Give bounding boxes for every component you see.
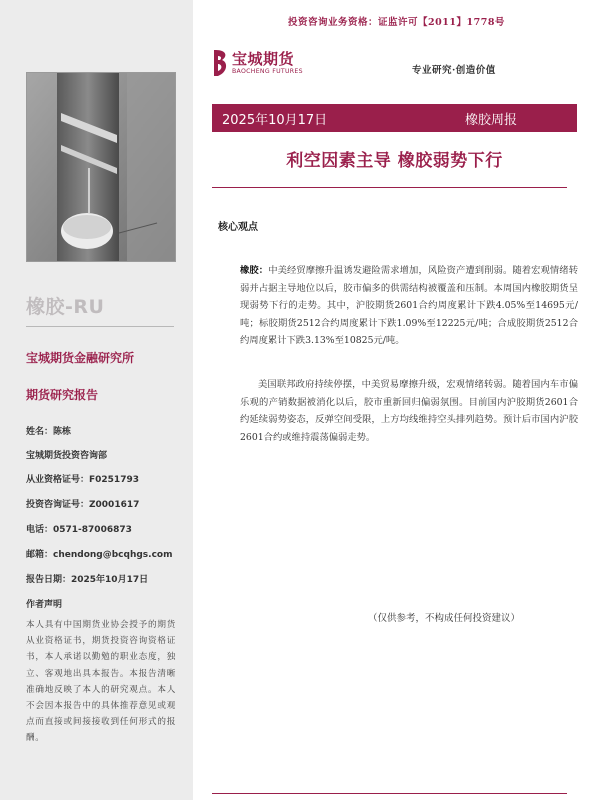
slogan: 专业研究·创造价值 xyxy=(412,65,496,76)
author-name: 姓名：陈栋 xyxy=(26,427,72,437)
company-logo xyxy=(212,48,322,82)
report-headline: 利空因素主导 橡胶弱势下行 xyxy=(286,151,503,171)
institute-name: 宝城期货金融研究所 xyxy=(26,351,135,365)
report-category: 期货研究报告 xyxy=(26,388,99,402)
consulting-license: 投资咨询证号：Z0001617 xyxy=(26,500,140,510)
section-title: 核心观点 xyxy=(218,222,258,233)
rubber-summary-paragraph xyxy=(240,262,578,350)
product-code: 橡胶-RU xyxy=(26,296,105,318)
report-date: 报告日期：2025年10月17日 xyxy=(26,575,149,585)
disclaimer-note: （仅供参考，不构成任何投资建议） xyxy=(368,613,521,624)
phone-number: 电话：0571-87006873 xyxy=(26,525,132,535)
paragraph-text: 中美经贸摩擦升温诱发避险需求增加，风险资产遭到削弱。随着宏观情绪转弱并占据主导地位以后，胶市偏多的供需结构被覆盖和压制。本周国内橡胶期货呈现弱势下行的走势。其中，沪胶期货2601合约周度累计下跌4.05%至14695元/吨；标胶期货2512合约周度累计下跌1.09%至12225元/吨；合成胶期货2512合约周度累计下跌3.13%至10825元/吨。 xyxy=(240,265,578,346)
disclaimer-title: 作者声明 xyxy=(26,600,63,610)
footer-divider xyxy=(212,793,567,794)
logo-chinese-name: 宝城期货 xyxy=(232,50,295,68)
sidebar xyxy=(0,0,193,800)
qualification-line: 投资咨询业务资格：证监许可【2011】1778号 xyxy=(288,17,505,28)
banner-date: 2025年10月17日 xyxy=(222,113,328,128)
report-banner xyxy=(212,104,577,132)
rubber-tree-photo xyxy=(26,72,176,262)
baocheng-logo-icon xyxy=(212,48,230,78)
paragraph-label: 橡胶： xyxy=(240,265,269,276)
logo-english-name: BAOCHENG FUTURES xyxy=(232,68,303,75)
author-department: 宝城期货投资咨询部 xyxy=(26,451,108,461)
practice-license: 从业资格证号：F0251793 xyxy=(26,475,139,485)
headline-divider xyxy=(212,187,567,188)
sidebar-divider xyxy=(26,326,174,327)
disclaimer-body: 本人具有中国期货业协会授予的期货从业资格证书，期货投资咨询资格证书，本人承诺以勤勉的职业态度，独立、客观地出具本报告。本报告清晰准确地反映了本人的研究观点。本人不会因本报告中的具体推荐意见或观点而直接或间接接收到任何形式的报酬。 xyxy=(26,620,176,744)
rubber-tapping-image xyxy=(27,73,175,261)
outlook-paragraph: 美国联邦政府持续停摆，中美贸易摩擦升级，宏观情绪转弱。随着国内车市偏乐观的产销数据被消化以后，胶市重新回归偏弱氛围。目前国内沪胶期货2601合约延续弱势姿态，反弹空间受限，上方均线维持空头排列趋势。预计后市国内沪胶2601合约或维持震荡偏弱走势。 xyxy=(240,379,578,443)
email-address[interactable]: 邮箱：chendong@bcqhgs.com xyxy=(26,550,173,560)
banner-report-type: 橡胶周报 xyxy=(464,113,517,128)
